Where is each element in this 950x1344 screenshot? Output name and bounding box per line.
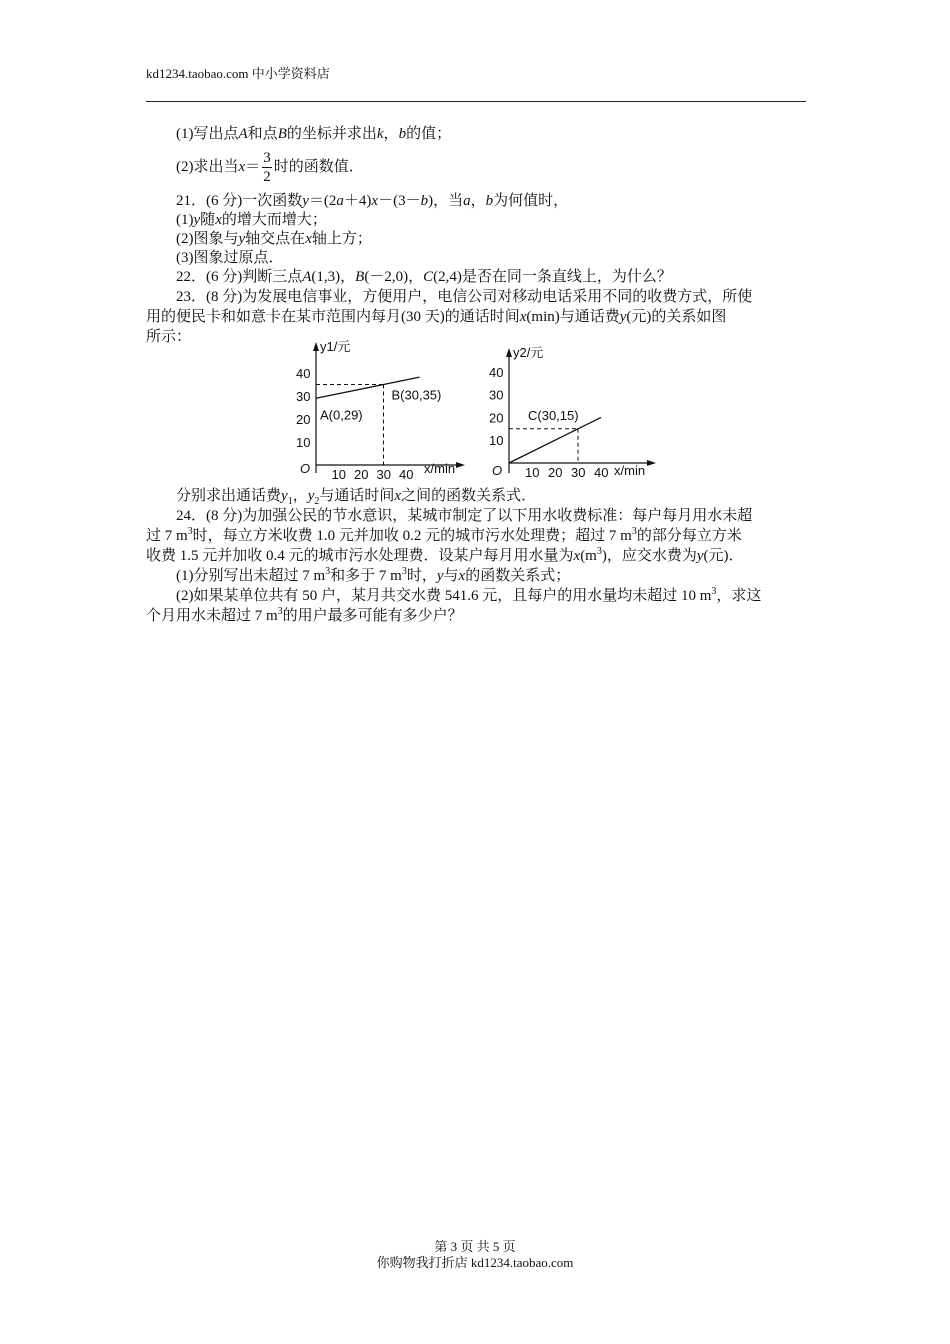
q24-part2-cont: 个月用水未超过 7 $m^3$的用户最多可能有多少户？	[146, 606, 463, 624]
y-axis-label: y1/元	[320, 339, 351, 354]
y-tick-label: 40	[296, 366, 311, 381]
q21-part1: (1)y随x的增大而增大；	[176, 212, 327, 228]
q23-line1: 23．(8 分)为发展电信事业，方便用户，电信公司对移动电话采用不同的收费方式，所使	[176, 289, 753, 305]
x-tick-label: 20	[354, 467, 369, 482]
q20-part2: (2)求出当x＝ $\frac{3}{2}$ 时的函数值．	[176, 150, 364, 186]
q24-line1: 24．(8 分)为加强公民的节水意识，某城市制定了以下用水收费标准：每户每月用水未超	[176, 508, 753, 524]
footer-shop: 你购物我打折店 kd1234.taobao.com	[376, 1255, 574, 1270]
point-label: C(30,15)	[528, 407, 579, 423]
y-axis-label: y2/元	[513, 345, 544, 360]
x-tick-label: 30	[571, 465, 586, 480]
q21-part3: (3)图象过原点．	[176, 250, 284, 266]
x-tick-label: 40	[399, 467, 414, 482]
q21-stem: 21．(6 分)一次函数y＝(2a＋4)x－(3－b)，当a，b为何值时，	[176, 193, 569, 209]
graph-y1	[282, 337, 472, 482]
origin-label: O	[300, 461, 311, 476]
x-axis-arrow	[647, 460, 656, 466]
q23-after: 分别求出通话费$y_1$，$y_2$与通话时间x之间的函数关系式．	[176, 488, 537, 507]
x-tick-label: 10	[525, 465, 540, 480]
origin-label: O	[492, 463, 503, 478]
series-line	[509, 417, 601, 463]
y-tick-label: 30	[489, 387, 504, 403]
q23-line3: 所示：	[146, 329, 192, 345]
y-tick-label: 20	[489, 410, 504, 426]
q20-part1: (1)写出点A和点B的坐标并求出k，b的值；	[176, 126, 452, 142]
y-tick-label: 30	[296, 389, 311, 404]
y-tick-label: 40	[489, 364, 504, 380]
point-label: A(0,29)	[320, 407, 363, 423]
q22-text: 22．(6 分)判断三点A(1,3)，B(－2,0)，C(2,4)是否在同一条直线上，为什么？	[176, 269, 672, 285]
x-tick-label: 40	[594, 465, 609, 480]
x-axis-label: x/min	[424, 461, 456, 476]
q23-line2: 用的便民卡和如意卡在某市范围内每月(30 天)的通话时间x(min)与通话费y(元)的关系如图	[146, 309, 727, 325]
x-axis-arrow	[456, 462, 465, 468]
x-tick-label: 20	[548, 465, 563, 480]
q24-line2: 过 7 $m^3$时，每立方米收费 1.0 元并加收 0.2 元的城市污水处理费；超过 7 $m^3$的部分每立方米	[146, 526, 742, 544]
q24-line3: 收费 1.5 元并加收 0.4 元的城市污水处理费．设某户每月用水量为$x(m^3)$，应交水费为y(元)．	[146, 546, 744, 564]
q24-part2: (2)如果某单位共有 50 户，某月共交水费 541.6 元，且每户的用水量均未超过 10 $m^3$，求这	[176, 586, 762, 604]
y-axis-arrow	[313, 342, 319, 351]
q21-part2: (2)图象与y轴交点在x轴上方；	[176, 231, 372, 247]
page-number: 第 3 页 共 5 页	[434, 1239, 516, 1254]
y-tick-label: 20	[296, 412, 311, 427]
q24-part1: (1)分别写出未超过 7 $m^3$和多于 7 $m^3$时，y与x的函数关系式；	[176, 566, 571, 584]
y-axis-arrow	[506, 348, 512, 357]
y-tick-label: 10	[489, 433, 504, 449]
fraction: $\frac{3}{2}$	[263, 150, 271, 186]
x-tick-label: 30	[376, 467, 391, 482]
point-label: B(30,35)	[391, 387, 442, 403]
page-header: kd1234.taobao.com 中小学资料店	[146, 66, 330, 81]
graph-y2	[477, 337, 667, 482]
header-divider	[146, 101, 806, 102]
x-tick-label: 10	[331, 467, 346, 482]
y-tick-label: 10	[296, 435, 311, 450]
x-axis-label: x/min	[614, 463, 646, 478]
